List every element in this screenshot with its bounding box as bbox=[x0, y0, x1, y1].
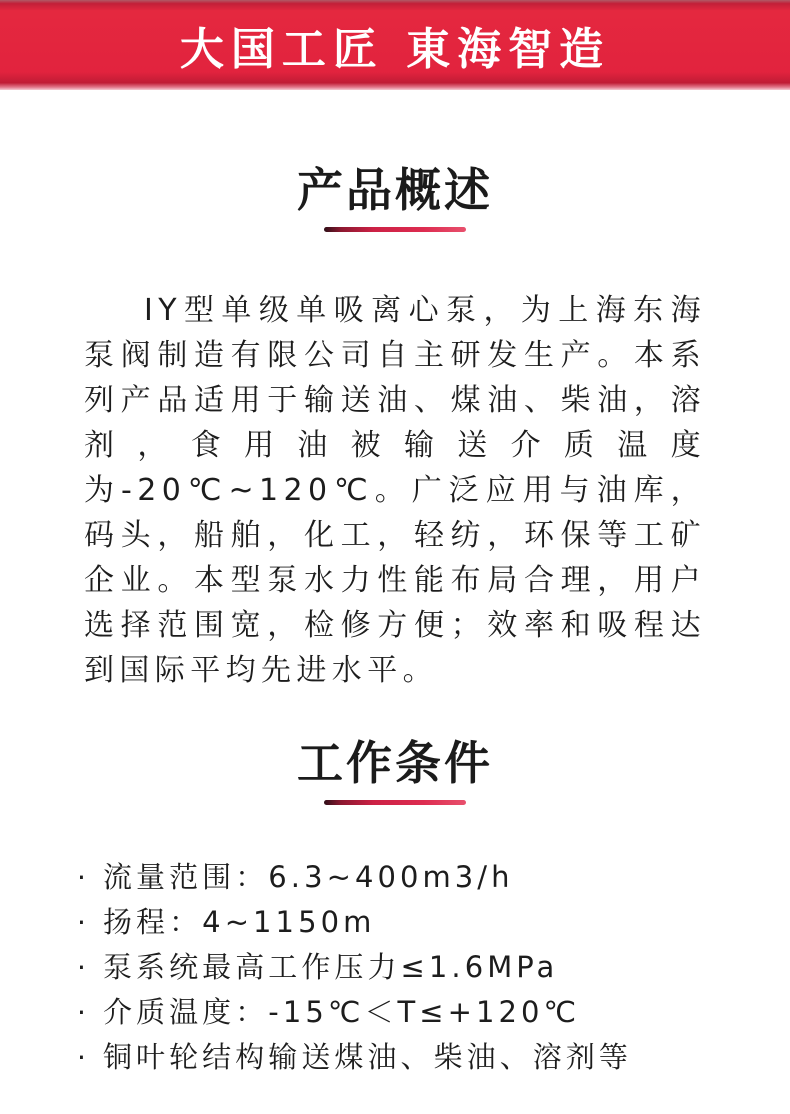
conditions-title: 工作条件 bbox=[297, 736, 493, 790]
condition-text: 泵系统最高工作压力≤1.6MPa bbox=[103, 950, 559, 984]
bullet-dot-icon: · bbox=[77, 996, 90, 1029]
bullet-dot-icon: · bbox=[77, 951, 90, 984]
bullet-dot-icon: · bbox=[77, 1041, 90, 1074]
condition-item-flow-range bbox=[75, 855, 715, 900]
overview-title: 产品概述 bbox=[297, 163, 493, 217]
conditions-list bbox=[75, 855, 715, 1080]
section-product-overview bbox=[0, 163, 790, 693]
overview-paragraph: IY型单级单吸离心泵，为上海东海泵阀制造有限公司自主研发生产。本系列产品适用于输送油、煤油、柴油，溶剂，食用油被输送介质温度为-20℃~120℃。广泛应用与油库，码头，船舶，化工，轻纺，环保等工矿企业。本型泵水力性能布局合理，用户选择范围宽，检修方便；效率和吸程达到国际平均先进水平。 bbox=[84, 293, 706, 688]
overview-title-underline bbox=[324, 227, 466, 232]
condition-text: 扬程：4~1150m bbox=[103, 905, 376, 939]
bullet-dot-icon: · bbox=[77, 861, 90, 894]
condition-item-head bbox=[75, 900, 715, 945]
condition-item-max-pressure bbox=[75, 945, 715, 990]
section-working-conditions bbox=[0, 736, 790, 1080]
banner-title: 大国工匠 東海智造 bbox=[179, 24, 611, 75]
banner bbox=[0, 0, 790, 90]
condition-item-medium-temperature bbox=[75, 990, 715, 1035]
condition-text: 流量范围：6.3~400m3/h bbox=[103, 860, 514, 894]
condition-text: 介质温度：-15℃＜T≤+120℃ bbox=[103, 995, 581, 1029]
condition-text: 铜叶轮结构输送煤油、柴油、溶剂等 bbox=[103, 1040, 632, 1074]
condition-item-copper-impeller bbox=[75, 1035, 715, 1080]
conditions-title-underline bbox=[324, 800, 466, 805]
bullet-dot-icon: · bbox=[77, 906, 90, 939]
